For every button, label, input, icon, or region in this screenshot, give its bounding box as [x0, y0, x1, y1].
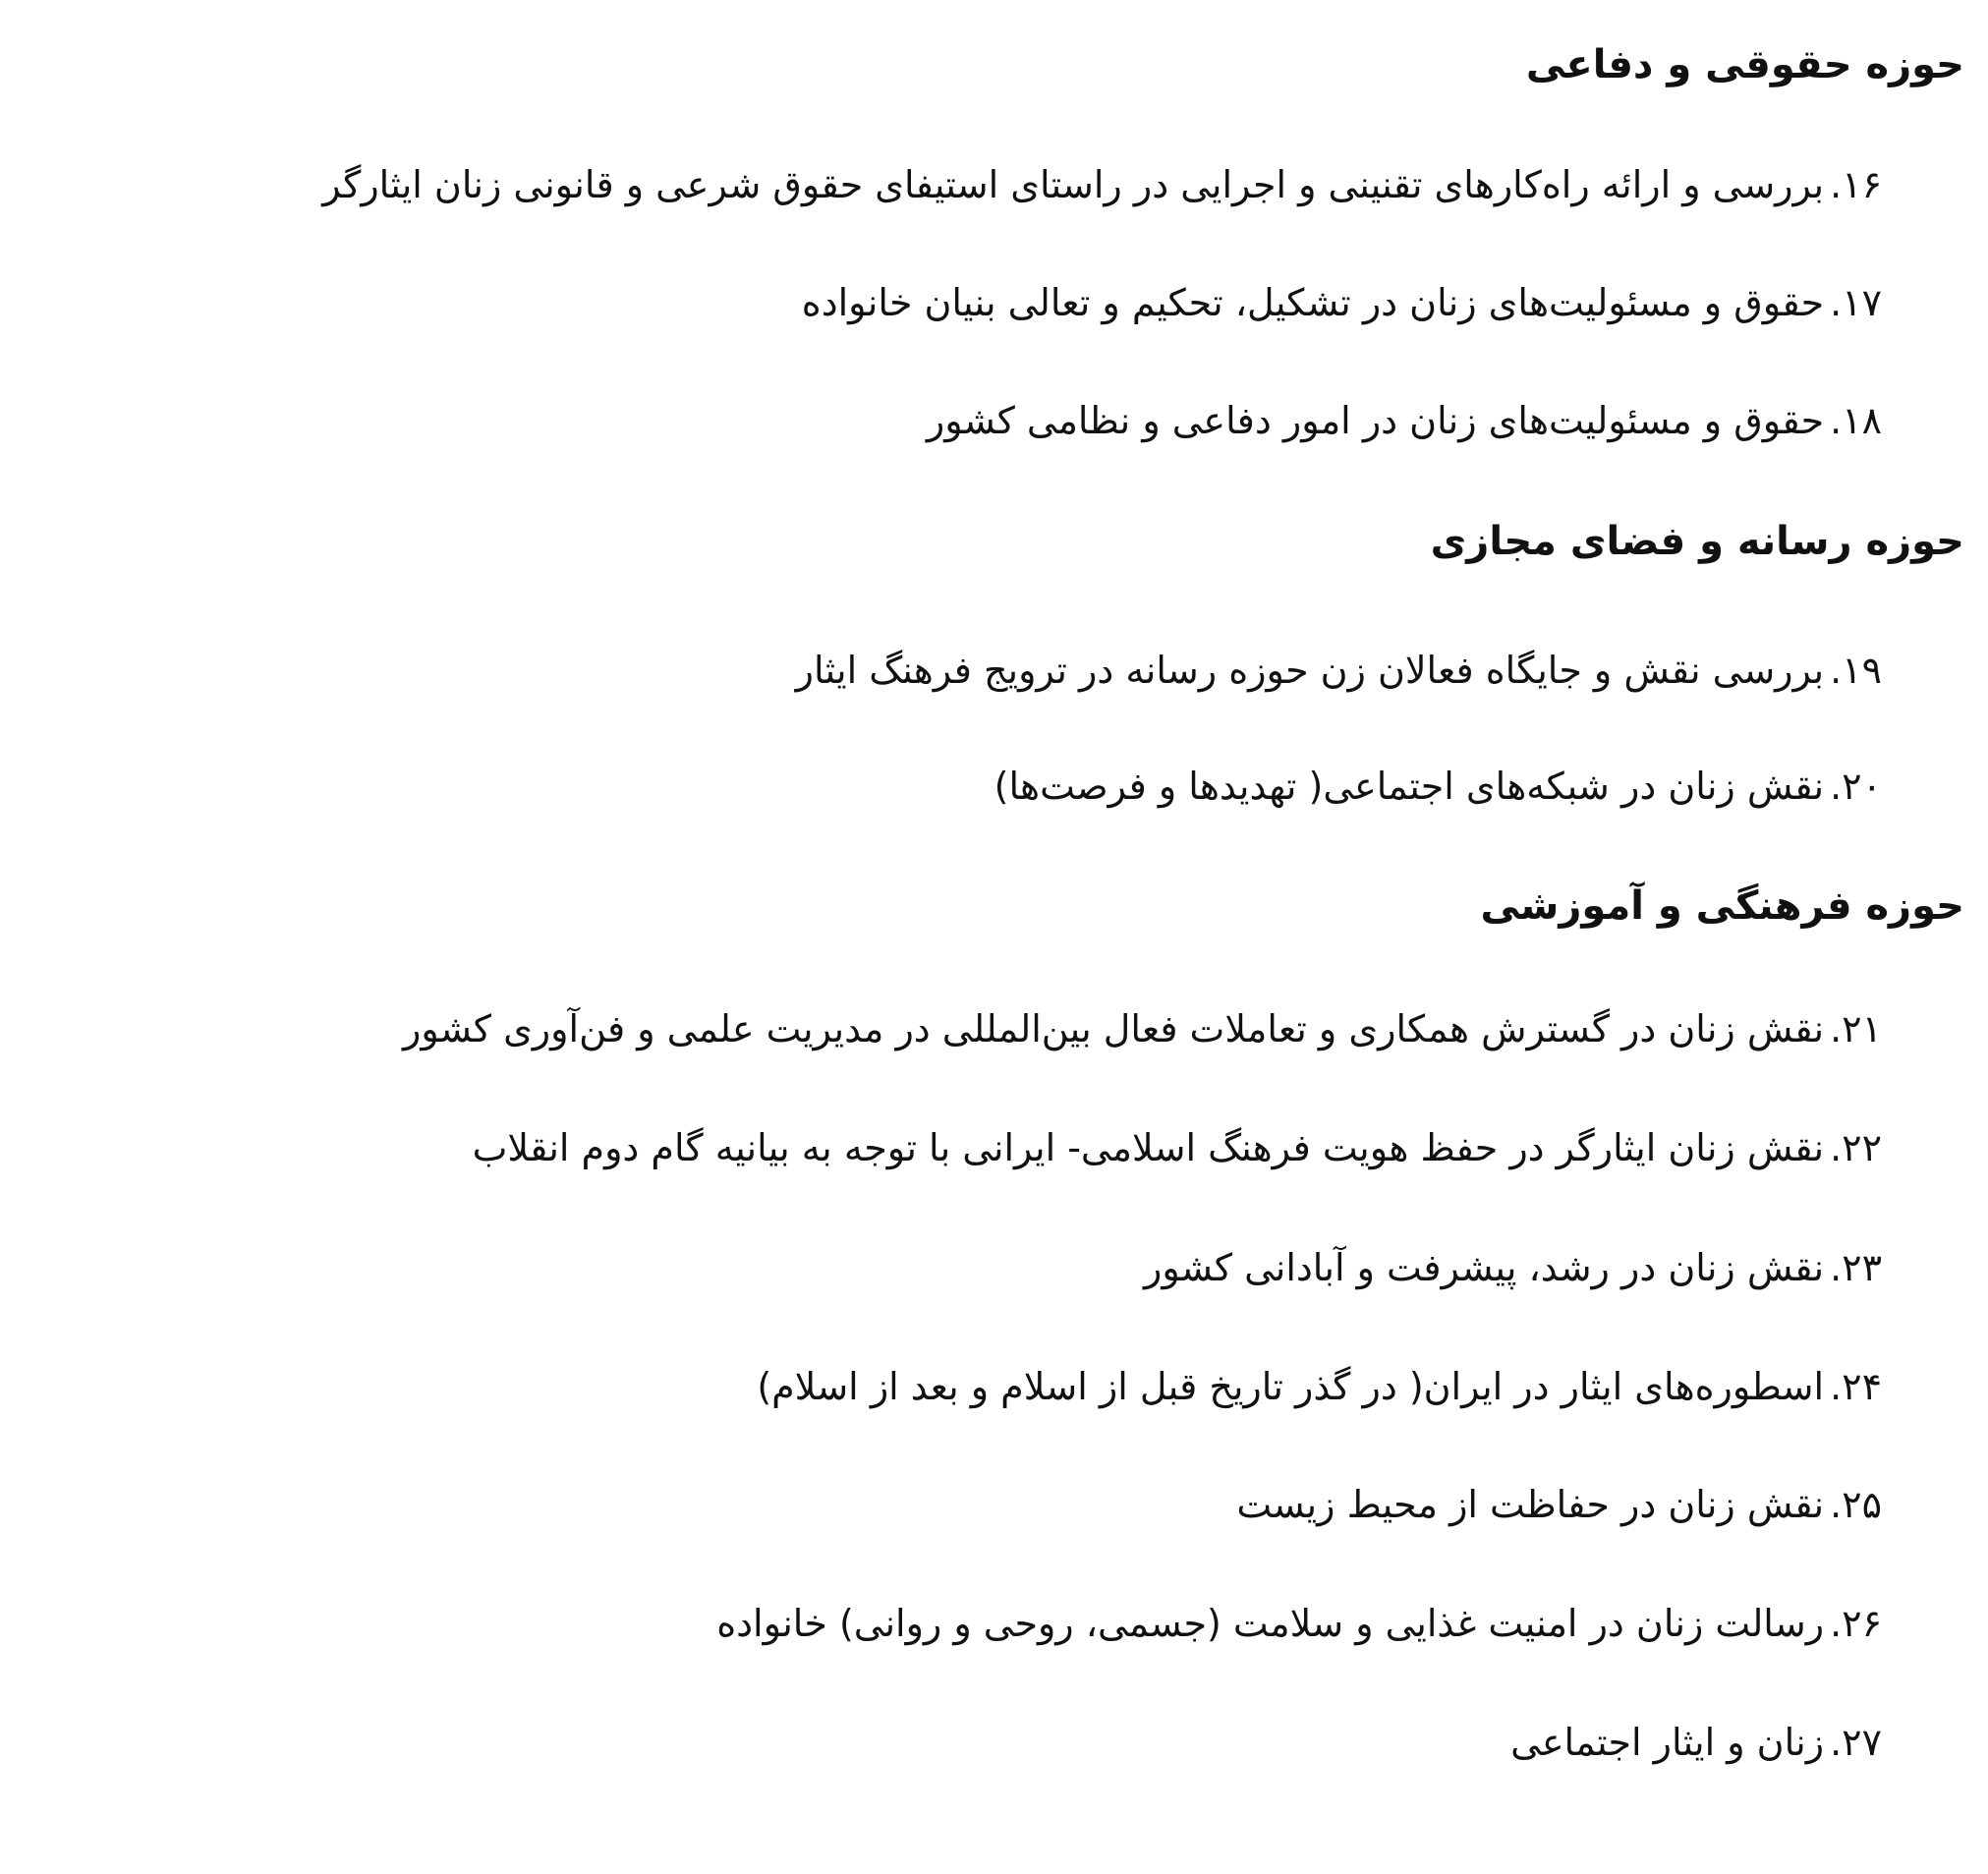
- item-number: ۱۷.: [1830, 281, 1882, 324]
- item-number: ۲۰.: [1830, 765, 1882, 808]
- item-number: ۲۷.: [1830, 1721, 1882, 1764]
- item-text: حقوق و مسئولیت‌های زنان در امور دفاعی و نظامی کشور: [926, 399, 1825, 442]
- list-item: [757, 1357, 1882, 1416]
- item-text: نقش زنان در گسترش همکاری و تعاملات فعال بین‌المللی در مدیریت علمی و فن‌آوری کشور: [403, 1007, 1825, 1051]
- list-item: [1144, 1238, 1882, 1297]
- item-text: نقش زنان در حفاظت از محیط زیست: [1236, 1483, 1825, 1526]
- item-text: بررسی و ارائه راه‌کارهای تقنینی و اجرایی در راستای استیفای حقوق شرعی و قانونی زنان ایثارگر: [322, 163, 1825, 206]
- item-text: بررسی نقش و جایگاه فعالان زن حوزه رسانه در ترویج فرهنگ ایثار: [795, 649, 1825, 692]
- list-item: [473, 1118, 1882, 1177]
- list-item: [927, 391, 1882, 450]
- item-number: ۲۲.: [1830, 1126, 1882, 1169]
- item-text: حقوق و مسئولیت‌های زنان در تشکیل، تحکیم و تعالی بنیان خانواده: [801, 281, 1825, 324]
- list-item: [322, 155, 1882, 214]
- item-number: ۲۵.: [1830, 1483, 1882, 1526]
- item-text: اسطوره‌های ایثار در ایران( در گذر تاریخ قبل از اسلام و بعد از اسلام): [757, 1365, 1825, 1408]
- list-item: [1236, 1475, 1882, 1534]
- item-number: ۲۱.: [1830, 1007, 1882, 1051]
- item-text: نقش زنان در شبکه‌های اجتماعی( تهدیدها و فرصت‌ها): [994, 765, 1825, 808]
- item-text: رسالت زنان در امنیت غذایی و سلامت (جسمی، روحی و روانی) خانواده: [716, 1602, 1825, 1645]
- section-heading-legal-defense: حوزه حقوقی و دفاعی: [1525, 42, 1964, 87]
- item-text: زنان و ایثار اجتماعی: [1510, 1721, 1825, 1764]
- section-heading-media-cyberspace: حوزه رسانه و فضای مجازی: [1430, 519, 1964, 564]
- item-number: ۱۸.: [1830, 399, 1882, 442]
- item-number: ۲۴.: [1830, 1365, 1882, 1408]
- list-item: [716, 1594, 1882, 1653]
- item-text: نقش زنان در رشد، پیشرفت و آبادانی کشور: [1144, 1246, 1825, 1289]
- item-number: ۲۳.: [1830, 1246, 1882, 1289]
- list-item: [403, 999, 1882, 1058]
- item-number: ۱۶.: [1830, 163, 1882, 206]
- item-text: نقش زنان ایثارگر در حفظ هویت فرهنگ اسلامی- ایرانی با توجه به بیانیه گام دوم انقلاب: [472, 1126, 1825, 1169]
- list-item: [1510, 1713, 1882, 1772]
- list-item: [802, 273, 1882, 332]
- list-item: [796, 641, 1882, 700]
- list-item: [994, 757, 1882, 816]
- section-heading-cultural-educational: حوزه فرهنگی و آموزشی: [1480, 883, 1964, 929]
- item-number: ۱۹.: [1830, 649, 1882, 692]
- item-number: ۲۶.: [1830, 1602, 1882, 1645]
